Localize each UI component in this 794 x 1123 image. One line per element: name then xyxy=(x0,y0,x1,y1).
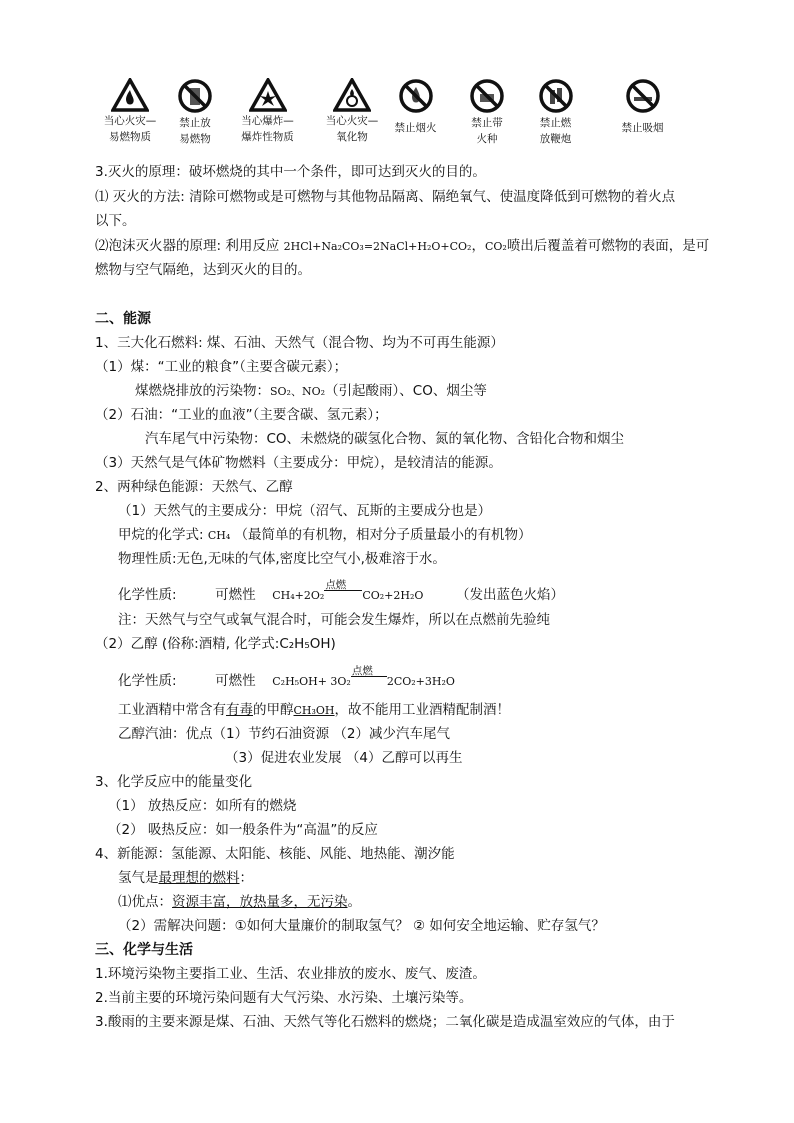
acid-rain: 3.酸雨的主要来源是煤、石油、天然气等化石燃料的燃烧；二氧化碳是造成温室效应的气体，由于 xyxy=(95,1014,675,1030)
h2-text: ： xyxy=(239,870,253,886)
ignition-condition: 点燃 xyxy=(351,665,373,677)
gasohol-advantages: 乙醇汽油：优点（1）节约石油资源 （2）减少汽车尾气 xyxy=(118,726,450,742)
natural-gas: （3）天然气是气体矿物燃料（主要成分：甲烷），是较清洁的能源。 xyxy=(95,455,502,471)
blue-flame-note: （发出蓝色火焰） xyxy=(456,587,564,603)
hydrogen-issues: （2）需解决问题：①如何大量廉价的制取氢气？ ② 如何安全地运输、贮存氢气？ xyxy=(118,918,605,934)
endothermic: （2） 吸热反应：如一般条件为“高温”的反应 xyxy=(108,822,378,838)
fire-principle: 3.灭火的原理：破坏燃烧的其中一个条件，即可达到灭火的目的。 xyxy=(95,164,486,180)
ch4-formula: CH₄ xyxy=(207,529,231,542)
sign-caption: 火种 xyxy=(476,133,498,145)
methane-eq-left: CH₄+2O₂ xyxy=(272,589,325,602)
foam-extinguisher-cont: 燃物与空气隔绝，达到灭火的目的。 xyxy=(95,262,311,278)
methanol-warning xyxy=(118,700,510,721)
sign-warning-explosive xyxy=(230,78,305,144)
hydrogen-ideal xyxy=(118,868,253,888)
coal-pollutants-rest: （引起酸雨）、CO、烟尘等 xyxy=(325,383,487,399)
methane-note: （最简单的有机物，相对分子质量最小的有机物） xyxy=(230,527,532,543)
methane-warning: 注：天然气与空气或氧气混合时，可能会发生爆炸，所以在点燃前先验纯 xyxy=(118,612,550,628)
fossil-fuels: 1、三大化石燃料: 煤、石油、天然气（混合物、均为不可再生能源） xyxy=(95,335,504,351)
fire-method: ⑴ 灭火的方法: 清除可燃物或是可燃物与其他物品隔离、隔绝氧气、使温度降低到可燃物的着火点 xyxy=(95,189,676,205)
h2-adv-list: 资源丰富，放热量多，无污染 xyxy=(172,894,348,910)
sign-caption: 易燃物质 xyxy=(109,131,151,143)
natural-gas-main: （1）天然气的主要成分：甲烷（沼气、瓦斯的主要成分也是） xyxy=(118,503,492,519)
methane-chemical xyxy=(118,579,564,606)
warning-text: 的甲醇 xyxy=(253,702,294,718)
methane-formula-label: 甲烷的化学式: xyxy=(118,527,208,543)
sign-warning-oxidizer xyxy=(317,78,387,144)
exothermic: （1） 放热反应：如所有的燃烧 xyxy=(108,798,297,814)
sign-caption: 爆炸性物质 xyxy=(241,131,294,143)
h2-ideal-fuel: 最理想的燃料 xyxy=(158,870,240,886)
sign-caption: 放鞭炮 xyxy=(539,133,572,145)
warning-flammable-icon xyxy=(111,78,149,112)
h2-adv-label: ⑴优点： xyxy=(118,894,172,910)
methanol-formula: CH₃OH xyxy=(293,704,335,717)
no-smoking-icon xyxy=(625,78,661,114)
ethanol-eq-left: C₂H₅OH+ 3O₂ xyxy=(272,675,351,688)
no-fire-icon xyxy=(398,78,434,114)
chem-label: 化学性质: xyxy=(118,673,177,689)
combustibility: 可燃性 xyxy=(215,673,256,689)
coal-pollutants xyxy=(135,381,487,402)
warning-text: 工业酒精中常含有 xyxy=(118,702,226,718)
coal: （1）煤：“工业的粮食”（主要含碳元素）； xyxy=(95,359,348,375)
ethanol: （2）乙醇 (俗称:酒精, 化学式:C₂H₅OH) xyxy=(95,636,336,652)
no-kindling-icon xyxy=(469,78,505,114)
warning-oxidizer-icon xyxy=(333,78,371,112)
sign-caption: 禁止吸烟 xyxy=(621,122,664,134)
sign-caption: 当心火灾— xyxy=(325,115,379,127)
oil: （2）石油：“工业的血液”（主要含碳、氢元素）； xyxy=(95,407,388,423)
fire-method-cont: 以下。 xyxy=(95,213,136,229)
energy-change: 3、化学反应中的能量变化 xyxy=(95,774,253,790)
pollutants: 1.环境污染物主要指工业、生活、农业排放的废水、废气、废渣。 xyxy=(95,966,486,982)
co2-formula: CO₂ xyxy=(484,240,507,253)
foam-text: ⑵泡沫灭火器的原理: 利用反应 xyxy=(95,238,284,254)
sign-caption: 当心火灾— xyxy=(103,115,157,127)
sign-no-firecrackers xyxy=(528,78,583,146)
prohibit-flammable-icon xyxy=(177,78,213,114)
section-heading-energy: 二、能源 xyxy=(95,311,151,327)
foam-equation: 2HCl+Na₂CO₃=2NaCl+H₂O+CO₂ xyxy=(283,240,472,253)
sign-warning-flammable xyxy=(95,78,165,144)
foam-comma: ， xyxy=(471,238,485,254)
hydrogen-advantages xyxy=(118,892,361,912)
warning-explosive-icon xyxy=(249,78,287,112)
methane-formula xyxy=(118,525,532,546)
toxic-word: 有毒 xyxy=(226,702,253,718)
safety-signs-row xyxy=(95,78,675,158)
coal-pollutants-formula: SO₂、NO₂ xyxy=(270,385,326,398)
sign-no-kindling xyxy=(462,78,512,146)
sign-caption: 当心爆炸— xyxy=(241,115,294,127)
sign-caption: 禁止带 xyxy=(471,117,503,129)
sign-caption: 禁止放 xyxy=(179,117,211,129)
car-exhaust-pollutants: 汽车尾气中污染物：CO、未燃烧的碳氢化合物、氮的氧化物、含铅化合物和烟尘 xyxy=(145,431,625,447)
sign-prohibit-flammable xyxy=(165,78,225,146)
methane-physical: 物理性质:无色,无味的气体,密度比空气小,极难溶于水。 xyxy=(118,551,446,567)
sign-caption: 禁止燃 xyxy=(539,117,572,129)
coal-pollutants-label: 煤燃烧排放的污染物： xyxy=(135,383,270,399)
h2-text: 氢气是 xyxy=(118,870,159,886)
no-firecrackers-icon xyxy=(538,78,574,114)
section-heading-life: 三、化学与生活 xyxy=(95,942,193,958)
green-energy: 2、两种绿色能源：天然气、乙醇 xyxy=(95,479,293,495)
sign-caption: 氧化物 xyxy=(336,131,368,143)
chem-label: 化学性质: xyxy=(118,587,177,603)
ethanol-chemical xyxy=(118,665,455,692)
ethanol-eq-right: 2CO₂+3H₂O xyxy=(386,675,455,688)
methane-eq-right: CO₂+2H₂O xyxy=(362,589,424,602)
environment-problems: 2.当前主要的环境污染问题有大气污染、水污染、土壤污染等。 xyxy=(95,990,473,1006)
sign-caption: 易燃物 xyxy=(179,133,211,145)
combustibility: 可燃性 xyxy=(215,587,256,603)
reaction-arrow xyxy=(324,579,362,599)
sign-no-fire xyxy=(388,78,443,135)
new-energy: 4、新能源：氢能源、太阳能、核能、风能、地热能、潮汐能 xyxy=(95,846,455,862)
gasohol-advantages-cont: （3）促进农业发展 （4）乙醇可以再生 xyxy=(225,750,463,766)
ignition-condition: 点燃 xyxy=(325,579,347,591)
warning-text: ，故不能用工业酒精配制酒！ xyxy=(334,702,511,718)
h2-adv-end: 。 xyxy=(347,894,361,910)
reaction-arrow xyxy=(351,665,387,685)
sign-no-smoking xyxy=(610,78,675,135)
foam-text-2: 喷出后覆盖着可燃物的表面，是可 xyxy=(506,238,710,254)
foam-extinguisher xyxy=(95,236,709,257)
sign-caption: 禁止烟火 xyxy=(394,122,437,134)
